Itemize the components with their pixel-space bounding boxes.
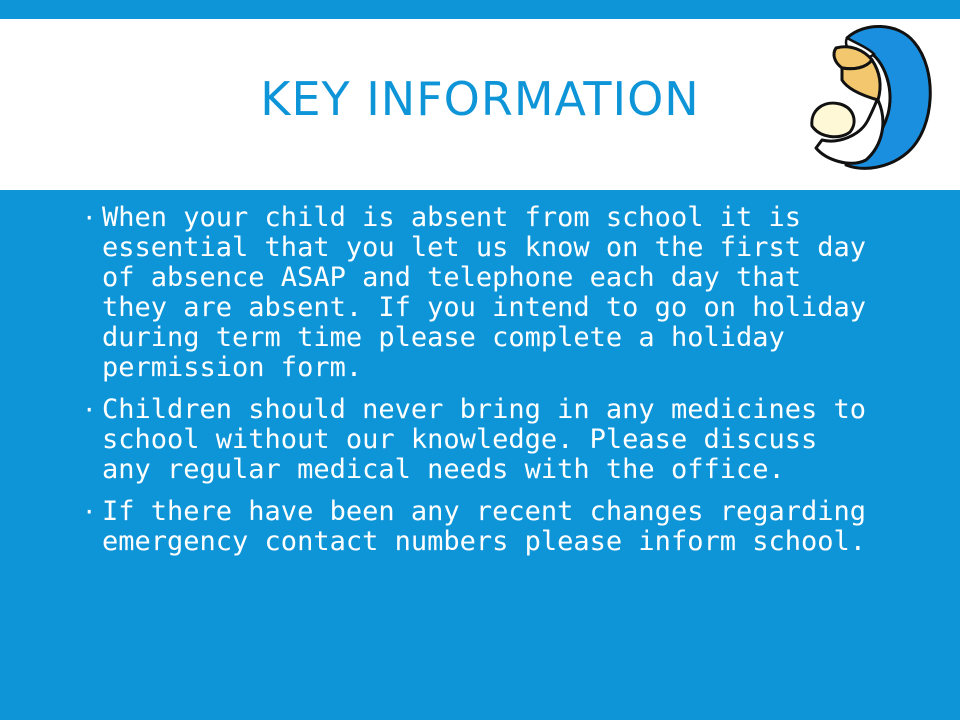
bullet-text-emergency-contacts: If there have been any recent changes regarding emergency contact numbers please inform school. [102,496,867,557]
bullet-text-medicines: Children should never bring in any medicines to school without our knowledge. Please discuss any regular medical needs with the office. [102,394,867,485]
slide-title: KEY INFORMATION [260,72,700,126]
bullet-marker: · [82,498,97,526]
bullet-marker: · [82,204,97,232]
bullet-marker: · [82,396,97,424]
bullet-list [82,203,882,569]
bullet-item-absence [82,203,882,383]
madonna-and-child-logo-icon [802,24,934,172]
bullet-text-absence: When your child is absent from school it is essential that you let us know on the first day of absence ASAP and telephone each day that they are absent. If you intend to go on holiday during term time please complete a holiday permission form. [102,202,867,383]
bullet-item-medicines [82,395,882,485]
top-color-strip [0,0,960,19]
bullet-item-emergency-contacts [82,497,882,557]
